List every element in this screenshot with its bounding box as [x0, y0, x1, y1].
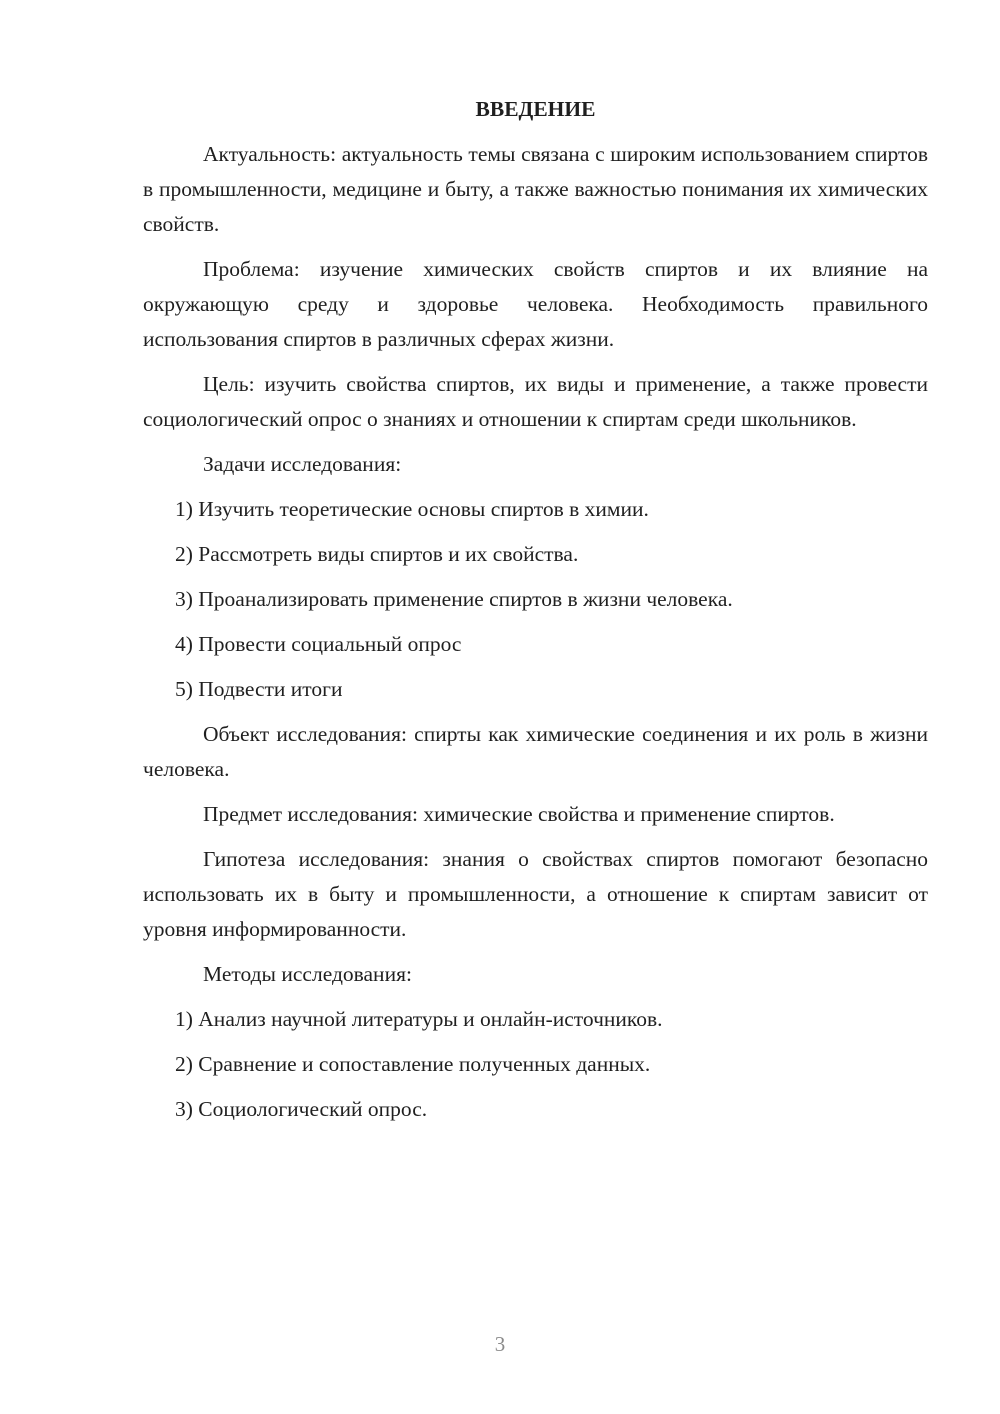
method-item: 1) Анализ научной литературы и онлайн-источников.: [175, 1007, 663, 1031]
relevance-paragraph: Актуальность: актуальность темы связана с широким использованием спиртов в промышленности, медицине и быту, а также важностью понимания их химических свойств.: [143, 142, 928, 236]
task-item: 2) Рассмотреть виды спиртов и их свойства.: [175, 542, 579, 566]
tasks-heading: Задачи исследования:: [203, 452, 402, 476]
methods-heading: Методы исследования:: [203, 962, 412, 986]
page-number: 3: [494, 1332, 506, 1356]
subject-paragraph: Предмет исследования: химические свойства и применение спиртов.: [203, 802, 835, 826]
problem-paragraph: Проблема: изучение химических свойств спиртов и их влияние на окружающую среду и здоровье человека. Необходимость правильного использования спиртов в различных сферах жизни.: [143, 257, 928, 351]
goal-paragraph: Цель: изучить свойства спиртов, их виды и применение, а также провести социологический опрос о знаниях и отношении к спиртам среди школьников.: [143, 372, 928, 431]
task-item: 5) Подвести итоги: [175, 677, 343, 701]
hypothesis-paragraph: Гипотеза исследования: знания о свойствах спиртов помогают безопасно использовать их в быту и промышленности, а отношение к спиртам зависит от уровня информированности.: [143, 847, 928, 941]
method-item: 2) Сравнение и сопоставление полученных данных.: [175, 1052, 651, 1076]
task-item: 4) Провести социальный опрос: [175, 632, 462, 656]
object-paragraph: Объект исследования: спирты как химические соединения и их роль в жизни человека.: [143, 722, 928, 781]
page-content: [143, 92, 928, 1137]
method-item: 3) Социологический опрос.: [175, 1097, 428, 1121]
task-item: 3) Проанализировать применение спиртов в жизни человека.: [175, 587, 733, 611]
task-item: 1) Изучить теоретические основы спиртов в химии.: [175, 497, 649, 521]
page-title: ВВЕДЕНИЕ: [475, 97, 596, 121]
